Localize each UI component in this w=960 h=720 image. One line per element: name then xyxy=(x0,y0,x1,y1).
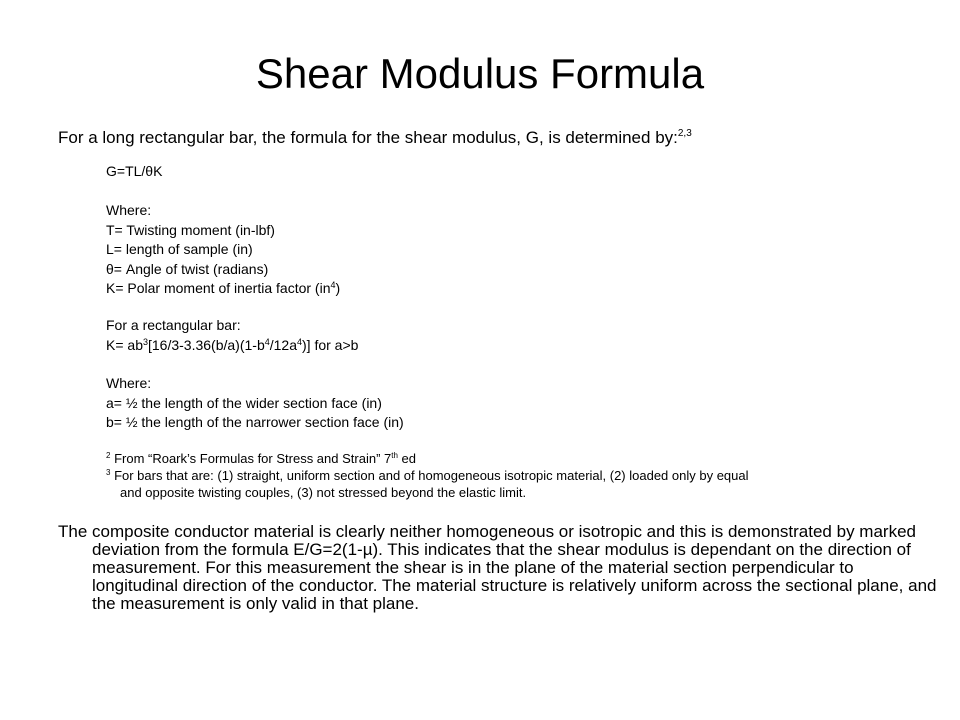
intro-text: For a long rectangular bar, the formula for the shear modulus, G, is determined by: xyxy=(58,128,678,147)
rect-formula: $K= ab^3[16/3-3.36(b/a)(1-b^4/12a^4)]$ for a>b xyxy=(106,336,359,353)
def-t: T= Twisting moment (in-lbf) xyxy=(106,221,275,238)
def-k: K= Polar moment of inertia factor $(in^4)$ xyxy=(106,280,341,296)
def-l: L= length of sample (in) xyxy=(106,241,253,257)
intro-refs: 2,3 xyxy=(677,128,692,139)
def-b: b= ½ the length of the narrower section face (in) xyxy=(106,414,404,430)
formula: G=TL/θK xyxy=(106,163,163,179)
intro-paragraph xyxy=(58,123,938,149)
footnotes xyxy=(106,450,926,501)
formula-block xyxy=(106,162,926,182)
footnote-3-continued: and opposite twisting couples, (3) not stressed beyond the elastic limit. xyxy=(120,485,527,500)
closing-paragraph: The composite conductor material is clearly neither homogeneous or isotropic and this is demonstrated by marked deviation from the formula E/G=2(1-µ). This indicates that the shear modulus is dependant on the direction of measurement. For this measurement the shear is in the plane of the material section perpendicular to longitudinal direction of the conductor. The material structure is relatively uniform across the sectional plane, and the measurement is only valid in that plane. xyxy=(58,522,937,613)
footnote-3: $^3$ For bars that are: (1) straight, uniform section and of homogeneous isotropic material, (2) loaded only by equal xyxy=(106,468,749,483)
where-block-1 xyxy=(106,201,926,299)
where-label-1: Where: xyxy=(106,202,152,218)
slide-title: Shear Modulus Formula xyxy=(255,50,705,97)
rect-label: For a rectangular bar: xyxy=(106,317,241,333)
def-a: a= ½ the length of the wider section face (in) xyxy=(106,394,382,411)
where-label-2: Where: xyxy=(106,375,152,391)
rectangular-bar-block xyxy=(106,316,926,355)
footnote-2: $^2$ From “Roark’s Formulas for Stress and Strain” 7th ed xyxy=(106,451,416,466)
def-theta: θ= Angle of twist (radians) xyxy=(106,260,269,277)
where-block-2 xyxy=(106,374,926,433)
